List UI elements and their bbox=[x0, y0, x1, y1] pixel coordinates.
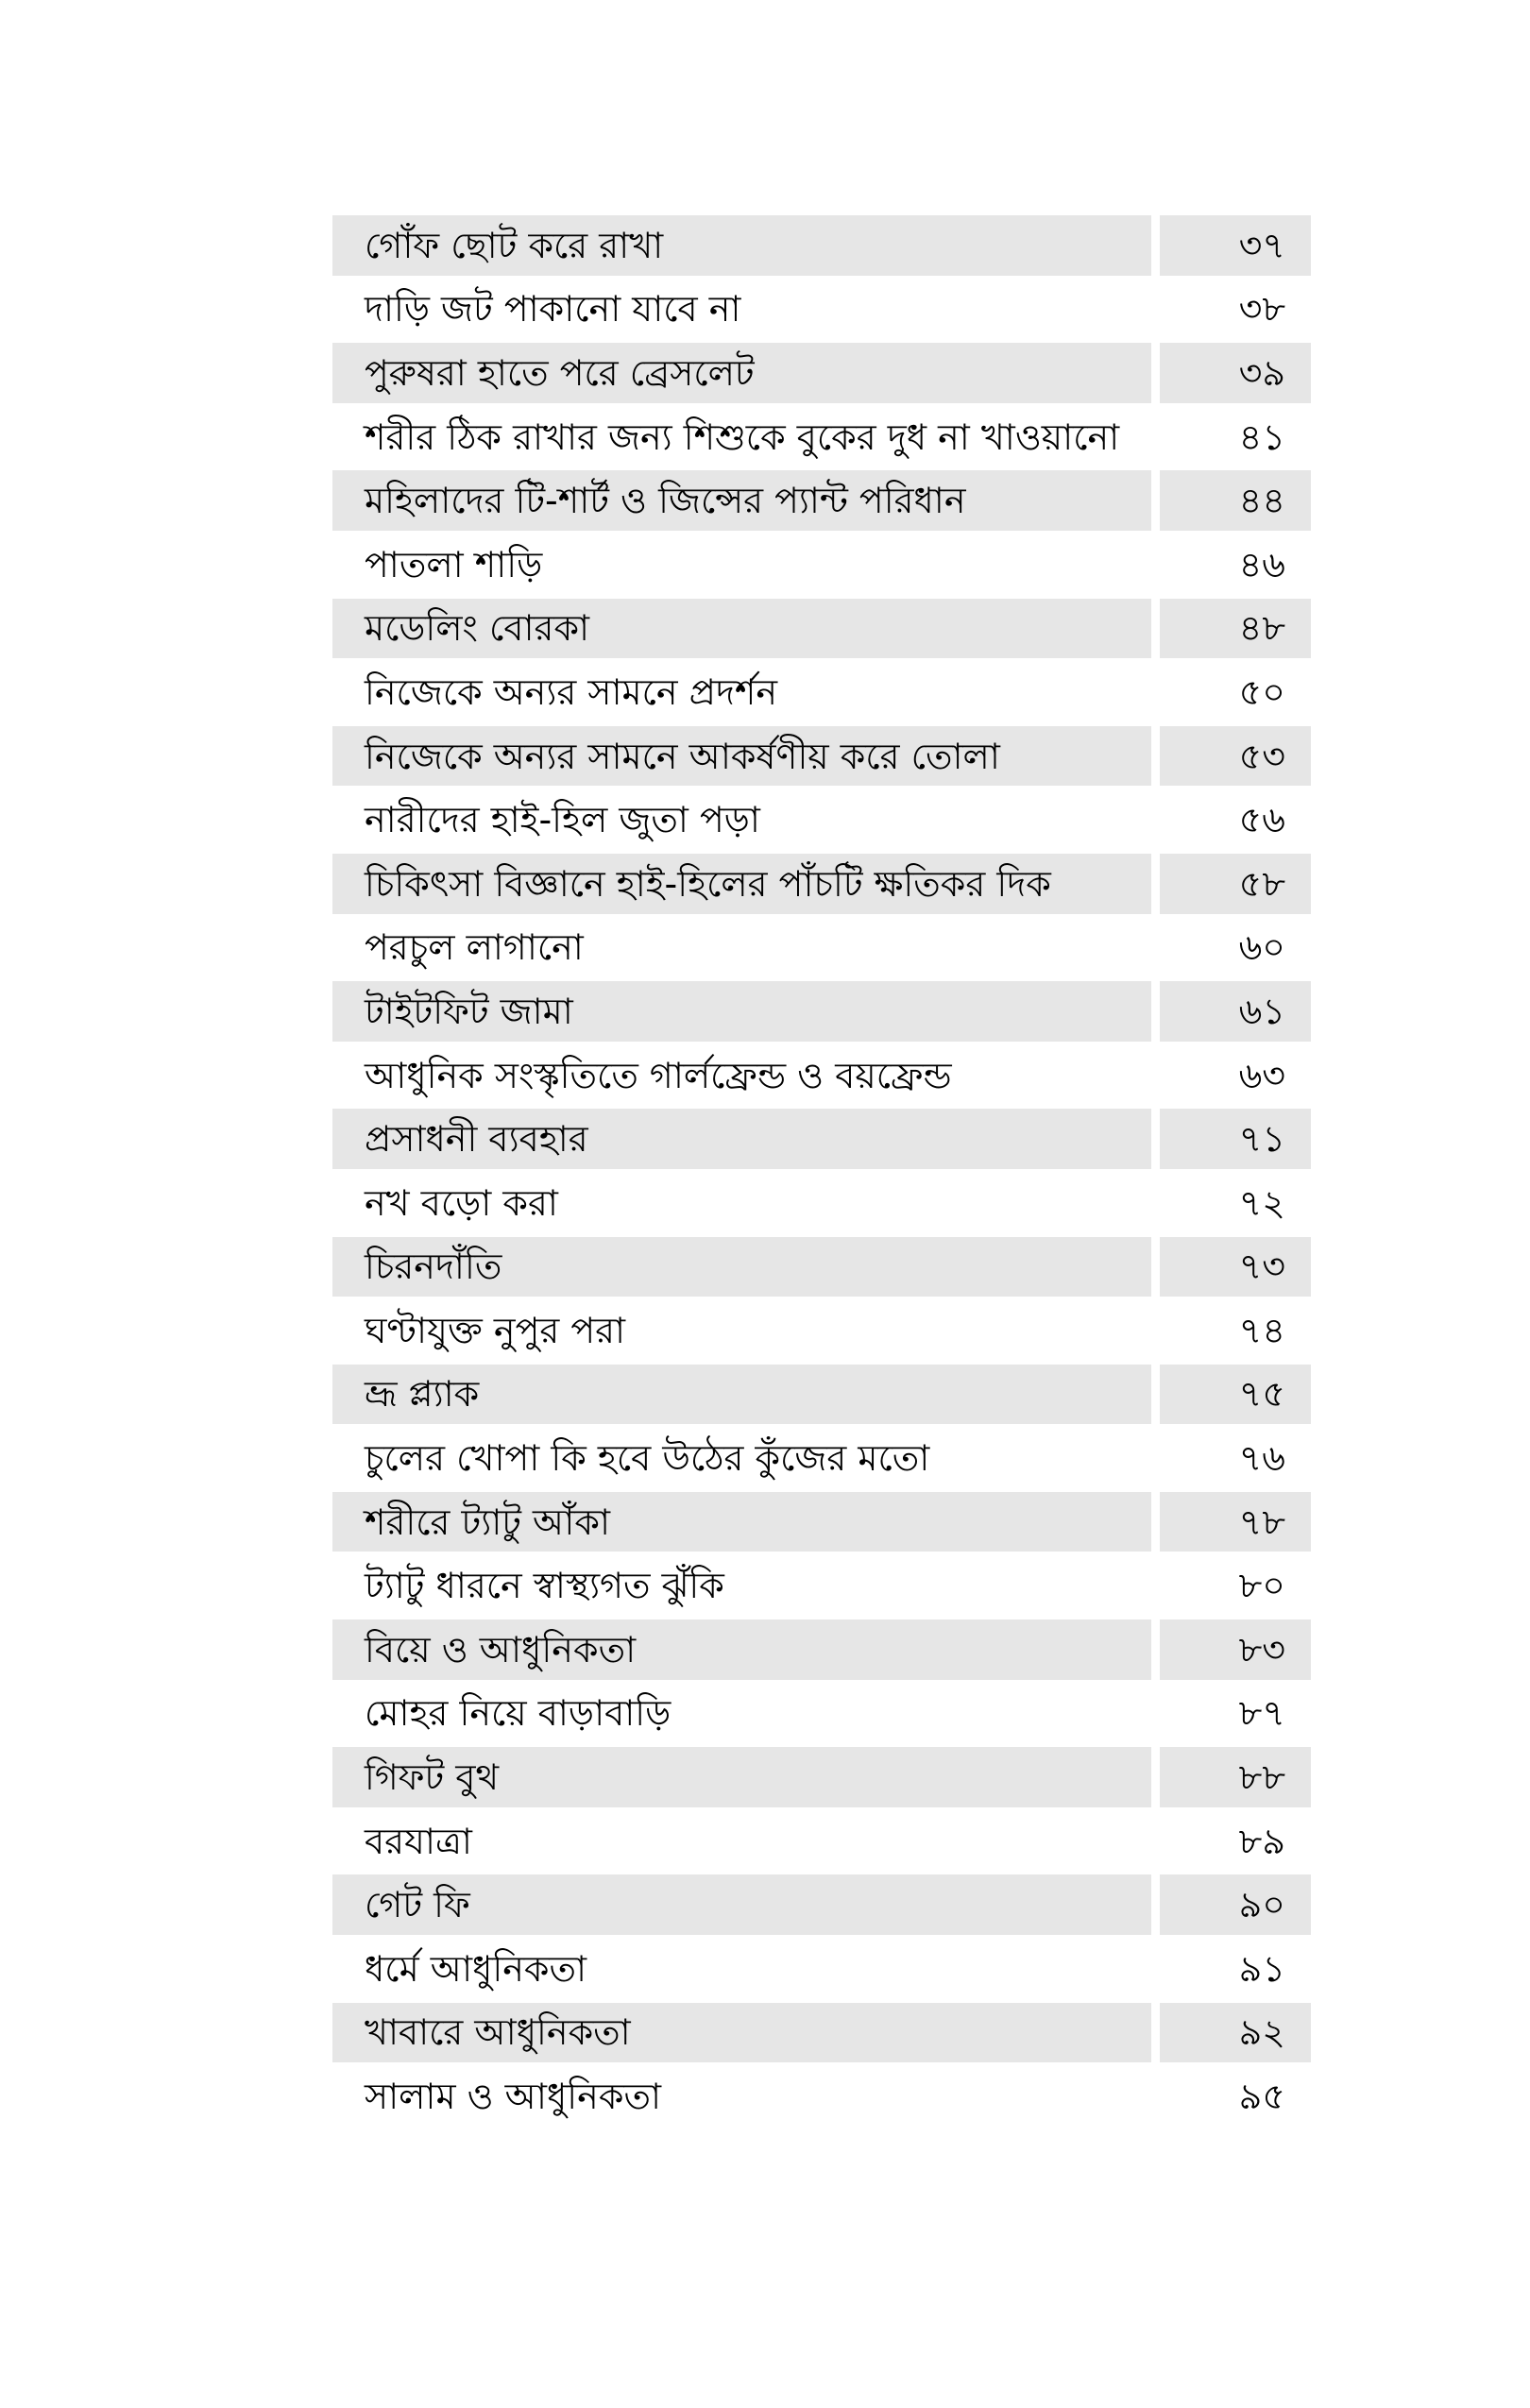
toc-entry-page-number: ৭৬ bbox=[1238, 1437, 1285, 1480]
toc-entry-page-number: ৫৮ bbox=[1160, 854, 1311, 914]
toc-entry-title: গেট ফি bbox=[332, 1874, 1151, 1935]
toc-row bbox=[332, 660, 1311, 724]
toc-row bbox=[332, 1107, 1311, 1171]
toc-entry-page-number: ৩৭ bbox=[1160, 215, 1311, 276]
toc-row bbox=[332, 916, 1311, 980]
toc-entry-title: সালাম ও আধুনিকতা bbox=[365, 2076, 661, 2118]
toc-entry-title: নারীদের হাই-হিল জুতা পড়া bbox=[365, 799, 760, 841]
toc-entry-title: গিফট বুথ bbox=[332, 1747, 1151, 1807]
toc-entry-title: ধর্মে আধুনিকতা bbox=[365, 1947, 587, 1990]
toc-entry-page-number: ৪৪ bbox=[1160, 470, 1311, 531]
toc-entry-page-number: ৮৯ bbox=[1238, 1820, 1285, 1862]
toc-row bbox=[332, 1873, 1311, 1937]
toc-entry-page-number: ৪১ bbox=[1238, 415, 1285, 458]
toc-entry-title: নিজেকে অন্যর সামনে প্রদর্শন bbox=[365, 670, 778, 713]
toc-entry-title: চিরনদাঁতি bbox=[332, 1237, 1151, 1297]
toc-entry-page-number: ৮০ bbox=[1238, 1565, 1285, 1607]
toc-entry-title: বিয়ে ও আধুনিকতা bbox=[332, 1619, 1151, 1680]
toc-row bbox=[332, 724, 1311, 789]
toc-entry-title: চিকিৎসা বিজ্ঞানে হাই-হিলের পাঁচটি ক্ষতিকর দিক bbox=[332, 854, 1151, 914]
toc-entry-title: প্রসাধনী ব্যবহার bbox=[332, 1109, 1151, 1169]
toc-entry-page-number: ৪৬ bbox=[1238, 543, 1285, 585]
toc-entry-page-number: ৭১ bbox=[1160, 1109, 1311, 1169]
toc-entry-page-number: ৮৩ bbox=[1160, 1619, 1311, 1680]
toc-entry-title: পুরুষরা হাতে পরে ব্রেসলেট bbox=[332, 343, 1151, 403]
toc-entry-title: বরযাত্রা bbox=[365, 1820, 472, 1862]
toc-entry-title: চুলের খোপা কি হবে উঠের কুঁজের মতো bbox=[365, 1437, 930, 1480]
toc-row bbox=[332, 1363, 1311, 1427]
toc-row bbox=[332, 1618, 1311, 1682]
toc-entry-page-number: ৭৪ bbox=[1238, 1309, 1285, 1351]
toc-entry-page-number: ৪৮ bbox=[1160, 599, 1311, 659]
toc-row bbox=[332, 278, 1311, 342]
toc-row bbox=[332, 788, 1311, 852]
toc-entry-title: ঘণ্টাযুক্ত নুপুর পরা bbox=[365, 1309, 626, 1351]
toc-row bbox=[332, 1298, 1311, 1363]
toc-entry-page-number: ৩৮ bbox=[1238, 288, 1285, 331]
toc-entry-page-number: ৯২ bbox=[1160, 2003, 1311, 2063]
toc-row bbox=[332, 2064, 1311, 2128]
toc-row bbox=[332, 468, 1311, 533]
toc-entry-title: ট্যাটু ধারনে স্বাস্থ্যগত ঝুঁকি bbox=[365, 1565, 724, 1607]
toc-row bbox=[332, 1682, 1311, 1746]
toc-entry-page-number: ৮৭ bbox=[1238, 1692, 1285, 1735]
toc-row bbox=[332, 852, 1311, 916]
toc-entry-page-number: ৭৮ bbox=[1160, 1492, 1311, 1552]
toc-entry-title: মডেলিং বোরকা bbox=[332, 599, 1151, 659]
toc-row bbox=[332, 1809, 1311, 1874]
toc-entry-title: ভ্রূ প্ল্যাক bbox=[332, 1365, 1151, 1425]
toc-entry-title: খাবারে আধুনিকতা bbox=[332, 2003, 1151, 2063]
toc-entry-title: নিজেকে অন্যর সামনে আকর্ষণীয় করে তোলা bbox=[332, 726, 1151, 787]
table-of-contents bbox=[332, 213, 1311, 2128]
toc-entry-title: আধুনিক সংস্কৃতিতে গার্লফ্রেন্ড ও বয়ফ্রেন্ড bbox=[365, 1054, 952, 1096]
toc-row bbox=[332, 979, 1311, 1043]
toc-entry-title: গোঁফ ছোট করে রাখা bbox=[332, 215, 1151, 276]
toc-row bbox=[332, 597, 1311, 661]
toc-entry-page-number: ৫৩ bbox=[1160, 726, 1311, 787]
toc-row bbox=[332, 2001, 1311, 2065]
toc-entry-title: নখ বড়ো করা bbox=[365, 1181, 558, 1224]
toc-row bbox=[332, 1745, 1311, 1809]
toc-entry-page-number: ৫০ bbox=[1238, 670, 1285, 713]
toc-entry-page-number: ৭২ bbox=[1238, 1181, 1285, 1224]
toc-row bbox=[332, 213, 1311, 278]
toc-entry-page-number: ৮৮ bbox=[1160, 1747, 1311, 1807]
toc-entry-title: টাইটফিট জামা bbox=[332, 981, 1151, 1042]
toc-entry-title: দাড়ি জট পাকানো যাবে না bbox=[365, 288, 741, 331]
toc-entry-title: পরচুল লাগানো bbox=[365, 926, 584, 969]
toc-row bbox=[332, 1043, 1311, 1108]
toc-entry-page-number: ৭৩ bbox=[1160, 1237, 1311, 1297]
toc-entry-page-number: ৬০ bbox=[1238, 926, 1285, 969]
toc-entry-title: শরীর ঠিক রাখার জন্য শিশুকে বুকের দুধ না খাওয়ানো bbox=[365, 415, 1120, 458]
toc-entry-page-number: ৫৬ bbox=[1238, 799, 1285, 841]
toc-row bbox=[332, 1235, 1311, 1299]
toc-entry-page-number: ৯০ bbox=[1160, 1874, 1311, 1935]
toc-row bbox=[332, 405, 1311, 469]
toc-row bbox=[332, 1490, 1311, 1554]
toc-entry-title: মহিলাদের টি-শার্ট ও জিন্সের প্যান্ট পরিধান bbox=[332, 470, 1151, 531]
toc-entry-page-number: ৬১ bbox=[1160, 981, 1311, 1042]
toc-row bbox=[332, 1937, 1311, 2001]
toc-row bbox=[332, 1553, 1311, 1618]
toc-entry-page-number: ৭৫ bbox=[1160, 1365, 1311, 1425]
toc-entry-title: পাতলা শাড়ি bbox=[365, 543, 543, 585]
toc-entry-page-number: ৬৩ bbox=[1238, 1054, 1285, 1096]
toc-entry-page-number: ৩৯ bbox=[1160, 343, 1311, 403]
toc-entry-page-number: ৯৫ bbox=[1238, 2076, 1285, 2118]
toc-row bbox=[332, 1426, 1311, 1490]
toc-entry-title: মোহর নিয়ে বাড়াবাড়ি bbox=[365, 1692, 672, 1735]
toc-entry-page-number: ৯১ bbox=[1238, 1947, 1285, 1990]
toc-entry-title: শরীরে ট্যাটু আঁকা bbox=[332, 1492, 1151, 1552]
toc-row bbox=[332, 1171, 1311, 1235]
toc-row bbox=[332, 341, 1311, 405]
toc-row bbox=[332, 533, 1311, 597]
